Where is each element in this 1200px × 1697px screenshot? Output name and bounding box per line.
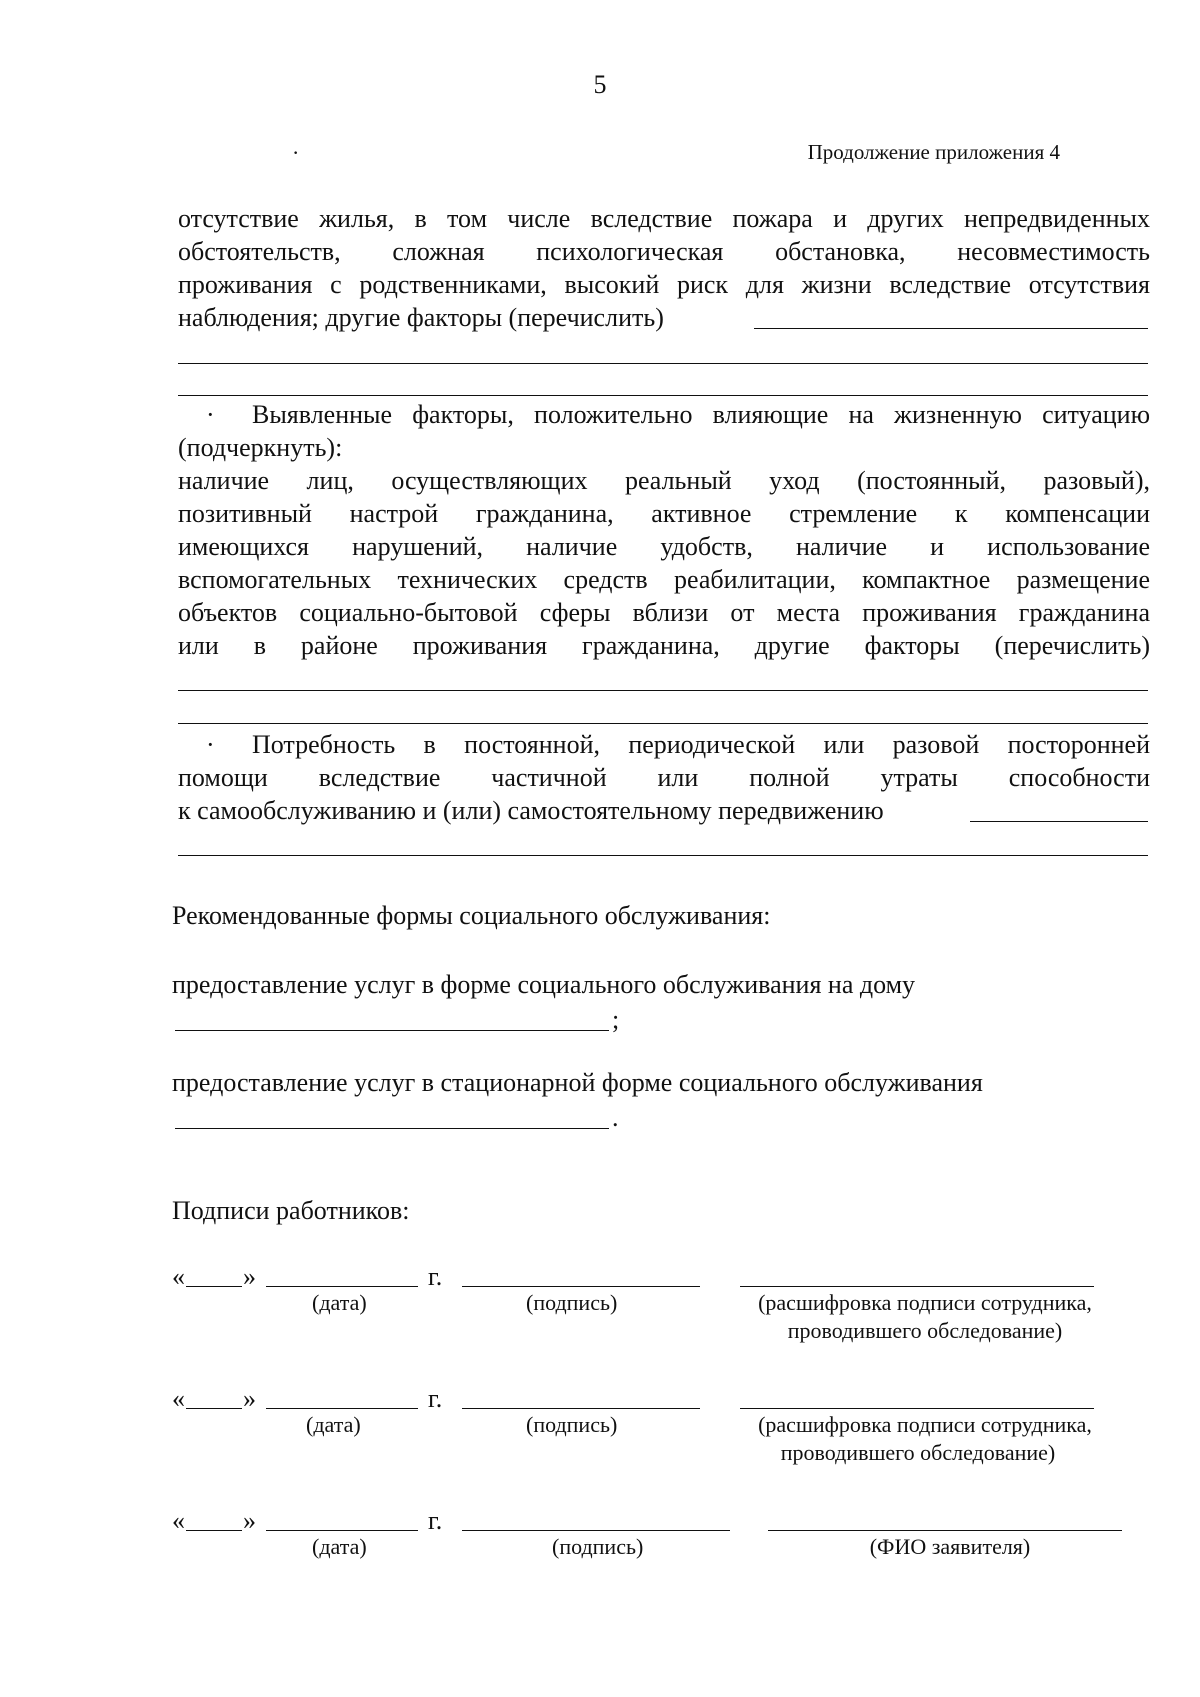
sig3-signature-line[interactable] (462, 1530, 730, 1531)
block2-line-3: имеющихся нарушений, наличие удобств, наличие и использование (178, 532, 1150, 561)
forms-home: предоставление услуг в форме социального обслуживания на дому (172, 970, 916, 999)
block1-fill-line-3[interactable] (178, 395, 1148, 396)
sig3-year-suffix: г. (428, 1506, 443, 1535)
sig3-sign-caption: (подпись) (552, 1534, 644, 1559)
sig3-day-line[interactable] (186, 1530, 242, 1531)
sig2-name-line[interactable] (740, 1408, 1094, 1409)
sig2-sign-caption: (подпись) (526, 1412, 618, 1437)
block3-line-1: Потребность в постоянной, периодической или разовой посторонней (252, 730, 1150, 759)
sig2-name-caption-2: проводившего обследование) (780, 1440, 1056, 1465)
sig1-signature-line[interactable] (462, 1286, 700, 1287)
sig3-name-line[interactable] (768, 1530, 1122, 1531)
sig2-date-caption: (дата) (306, 1412, 361, 1437)
appendix-label: Продолжение приложения 4 (807, 140, 1060, 164)
sig3-name-caption: (ФИО заявителя) (869, 1534, 1031, 1559)
forms-home-fill-line[interactable] (175, 1030, 609, 1031)
sig1-sign-caption: (подпись) (526, 1290, 618, 1315)
sig2-close-quote: » (243, 1384, 256, 1413)
sig2-day-line[interactable] (186, 1408, 242, 1409)
sig1-year-suffix: г. (428, 1262, 443, 1291)
block2-line-6: или в районе проживания гражданина, другие факторы (перечислить) (178, 631, 1150, 660)
block2-line-4: вспомогательных технических средств реабилитации, компактное размещение (178, 565, 1150, 594)
sig2-year-suffix: г. (428, 1384, 443, 1413)
sig2-signature-line[interactable] (462, 1408, 700, 1409)
block2-line-2: позитивный настрой гражданина, активное стремление к компенсации (178, 499, 1150, 528)
block3-bullet: · (206, 730, 215, 759)
sig1-date-caption: (дата) (312, 1290, 367, 1315)
sig3-open-quote: « (172, 1506, 185, 1535)
sig1-name-caption-2: проводившего обследование) (787, 1318, 1063, 1343)
sig1-close-quote: » (243, 1262, 256, 1291)
block1-fill-line-inline[interactable] (754, 328, 1148, 329)
block1-line-3: проживания с родственниками, высокий риск для жизни вследствие отсутствия (178, 270, 1150, 299)
forms-stationary-fill-line[interactable] (175, 1128, 609, 1129)
forms-stationary-end: . (612, 1103, 619, 1132)
block2-bullet: · (206, 400, 215, 429)
forms-title: Рекомендованные формы социального обслуживания: (172, 901, 771, 930)
block2-fill-line-2[interactable] (178, 723, 1148, 724)
block3-line-3: к самообслуживанию и (или) самостоятельному передвижению (178, 796, 884, 825)
sig3-close-quote: » (243, 1506, 256, 1535)
sig1-name-line[interactable] (740, 1286, 1094, 1287)
sig2-open-quote: « (172, 1384, 185, 1413)
block3-line-2: помощи вследствие частичной или полной утраты способности (178, 763, 1150, 792)
block2-line-5: объектов социально-бытовой сферы вблизи от места проживания гражданина (178, 598, 1150, 627)
block2-line-1: наличие лиц, осуществляющих реальный уход (постоянный, разовый), (178, 466, 1150, 495)
header-dot: · (292, 140, 300, 165)
block1-fill-line-2[interactable] (178, 363, 1148, 364)
block2-title-line-1: Выявленные факторы, положительно влияющие на жизненную ситуацию (252, 400, 1150, 429)
sig1-month-line[interactable] (266, 1286, 418, 1287)
forms-home-end: ; (612, 1005, 620, 1034)
forms-stationary: предоставление услуг в стационарной форме социального обслуживания (172, 1068, 983, 1097)
block2-fill-line-1[interactable] (178, 690, 1148, 691)
sig1-name-caption-1: (расшифровка подписи сотрудника, (758, 1290, 1092, 1315)
sig1-open-quote: « (172, 1262, 185, 1291)
block1-line-1: отсутствие жилья, в том числе вследствие пожара и других непредвиденных (178, 204, 1150, 233)
sig1-day-line[interactable] (186, 1286, 242, 1287)
sig2-name-caption-1: (расшифровка подписи сотрудника, (758, 1412, 1092, 1437)
sig3-month-line[interactable] (266, 1530, 418, 1531)
signatures-title: Подписи работников: (172, 1196, 410, 1225)
block3-fill-line-2[interactable] (178, 855, 1148, 856)
sig2-month-line[interactable] (266, 1408, 418, 1409)
block3-fill-line-inline[interactable] (970, 821, 1148, 822)
block2-title-line-2: (подчеркнуть): (178, 433, 343, 462)
block1-line-2: обстоятельств, сложная психологическая обстановка, несовместимость (178, 237, 1150, 266)
page-number: 5 (593, 70, 607, 99)
block1-line-4: наблюдения; другие факторы (перечислить) (178, 303, 664, 332)
sig3-date-caption: (дата) (312, 1534, 367, 1559)
